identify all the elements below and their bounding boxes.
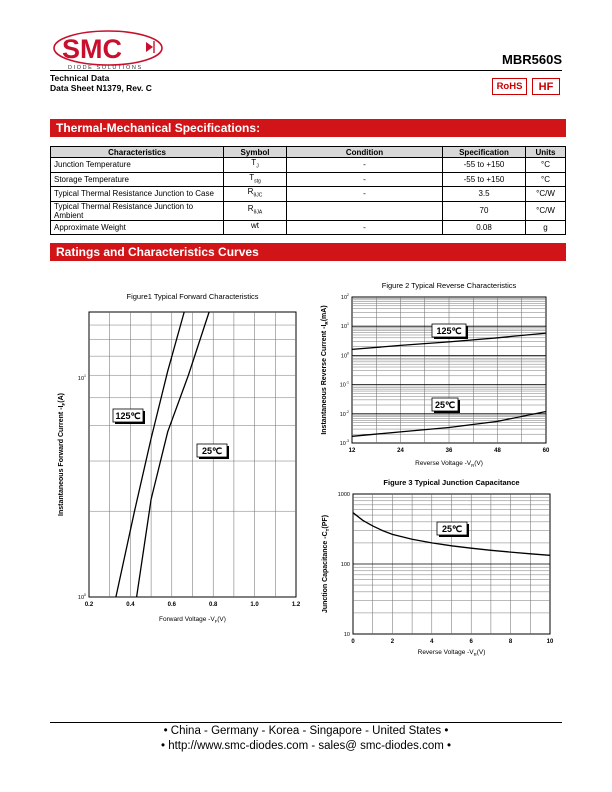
x-tick-label: 0.4: [126, 602, 135, 608]
y-tick-label: 1000: [337, 492, 350, 498]
x-tick-label: 0.2: [84, 602, 94, 608]
symbol-text: wt: [251, 220, 259, 230]
footer-contact: • http://www.smc-diodes.com - sales@ smc-diodes.com •: [160, 740, 452, 752]
thermal-section-title: Thermal-Mechanical Specifications:: [50, 119, 566, 137]
x-tick-label: 1.0: [250, 602, 259, 608]
chart-3: [322, 478, 554, 657]
technical-data-label: Technical Data: [50, 73, 110, 83]
hf-badge: HF: [532, 78, 560, 95]
y-axis-label: Instantaneous Reverse Current $-I_R(mA)$: [321, 305, 329, 435]
y-axis-label: Junction Capacitance $-C_T(PF)$: [322, 514, 330, 614]
footer-countries: • China - Germany - Korea - Singapore - United States •: [163, 725, 449, 737]
series-label: 25℃: [201, 446, 223, 456]
units-cell: °C/W: [526, 187, 566, 202]
y-tick-label: 100: [340, 562, 350, 568]
col-condition: Condition: [287, 147, 443, 158]
condition-cell: -: [287, 220, 443, 235]
y-tick-label: $10^{-1}$: [339, 380, 349, 389]
col-specification: Specification: [443, 147, 526, 158]
part-number: MBR560S: [502, 52, 562, 67]
col-units: Units: [526, 147, 566, 158]
symbol-text: R: [247, 187, 254, 197]
x-axis-label: Reverse Voltage $-V_R(V)$: [415, 460, 483, 468]
condition-cell: -: [287, 172, 443, 187]
y-tick-label: $10^1$: [340, 322, 349, 331]
condition-cell: -: [287, 187, 443, 202]
x-tick-label: 0.6: [167, 602, 176, 608]
chart-title: Figure 3 Typical Junction Capacitance: [383, 478, 520, 487]
symbol-subscript: stg: [254, 178, 261, 185]
x-tick-label: 0: [351, 639, 355, 645]
characteristic-cell: Typical Thermal Resistance Junction to Ambient: [51, 201, 224, 220]
x-axis-label: Reverse Voltage $-V_R(V)$: [417, 649, 486, 657]
y-tick-label: $10^0$: [340, 351, 349, 360]
x-tick-label: 36: [445, 448, 453, 454]
data-sheet-label: Data Sheet N1379, Rev. C: [50, 83, 152, 93]
condition-cell: -: [287, 158, 443, 173]
units-cell: °C: [526, 158, 566, 173]
symbol-subscript: θJC: [253, 192, 263, 199]
specification-cell: 0.08: [443, 220, 526, 235]
chart-title: Figure 2 Typical Reverse Characteristics: [381, 281, 517, 290]
chart-1: [58, 292, 301, 624]
series-label: 25℃: [441, 524, 463, 534]
y-tick-label: $10^0$: [77, 593, 86, 601]
x-tick-label: 1.2: [291, 602, 301, 608]
series-label: 25℃: [434, 400, 456, 410]
units-cell: °C/W: [526, 201, 566, 220]
specification-cell: -55 to +150: [443, 158, 526, 173]
specification-cell: 70: [443, 201, 526, 220]
y-tick-label: $10^{-3}$: [339, 439, 349, 447]
units-cell: g: [526, 220, 566, 235]
x-tick-label: 60: [542, 448, 550, 454]
chart-2: [321, 281, 550, 468]
y-axis-label: Instantaneous Forward Current $-I_F(A)$: [58, 393, 66, 516]
x-tick-label: 0.8: [209, 602, 218, 608]
footer-divider: [50, 722, 562, 723]
x-tick-label: 8: [508, 639, 513, 645]
x-tick-label: 12: [348, 448, 356, 454]
characteristic-cell: Junction Temperature: [51, 158, 224, 173]
characteristic-cell: Approximate Weight: [51, 220, 224, 235]
col-characteristics: Characteristics: [51, 147, 224, 158]
x-axis-label: Forward Voltage $-V_F(V)$: [159, 616, 226, 624]
symbol-text: R: [247, 203, 254, 213]
series-label: 125℃: [115, 411, 141, 421]
brand-text: SMC: [62, 34, 122, 64]
symbol-subscript: J: [256, 163, 259, 170]
y-tick-label: $10^2$: [340, 293, 349, 301]
chart-title: Figure1 Typical Forward Characteristics: [126, 292, 259, 301]
x-tick-label: 24: [397, 448, 404, 454]
y-tick-label: $10^1$: [77, 374, 86, 382]
x-tick-label: 48: [494, 448, 501, 454]
x-tick-label: 10: [546, 639, 554, 645]
symbol-text: T: [249, 172, 255, 182]
x-tick-label: 2: [390, 639, 395, 645]
col-symbol: Symbol: [224, 147, 287, 158]
brand-subtext: DIODE SOLUTIONS: [68, 65, 143, 71]
specification-cell: -55 to +150: [443, 172, 526, 187]
x-tick-label: 4: [430, 639, 434, 645]
characteristic-cell: Storage Temperature: [51, 172, 224, 187]
y-tick-label: 10: [343, 632, 350, 638]
y-tick-label: $10^{-2}$: [339, 409, 349, 418]
x-tick-label: 6: [469, 639, 473, 645]
characteristic-cell: Typical Thermal Resistance Junction to Case: [51, 187, 224, 202]
specification-cell: 3.5: [443, 187, 526, 202]
symbol-subscript: θJA: [253, 209, 263, 216]
symbol-text: T: [251, 158, 257, 167]
rohs-badge: RoHS: [492, 78, 527, 95]
curves-section-title: Ratings and Characteristics Curves: [50, 243, 566, 261]
units-cell: °C: [526, 172, 566, 187]
series-label: 125℃: [436, 326, 462, 336]
